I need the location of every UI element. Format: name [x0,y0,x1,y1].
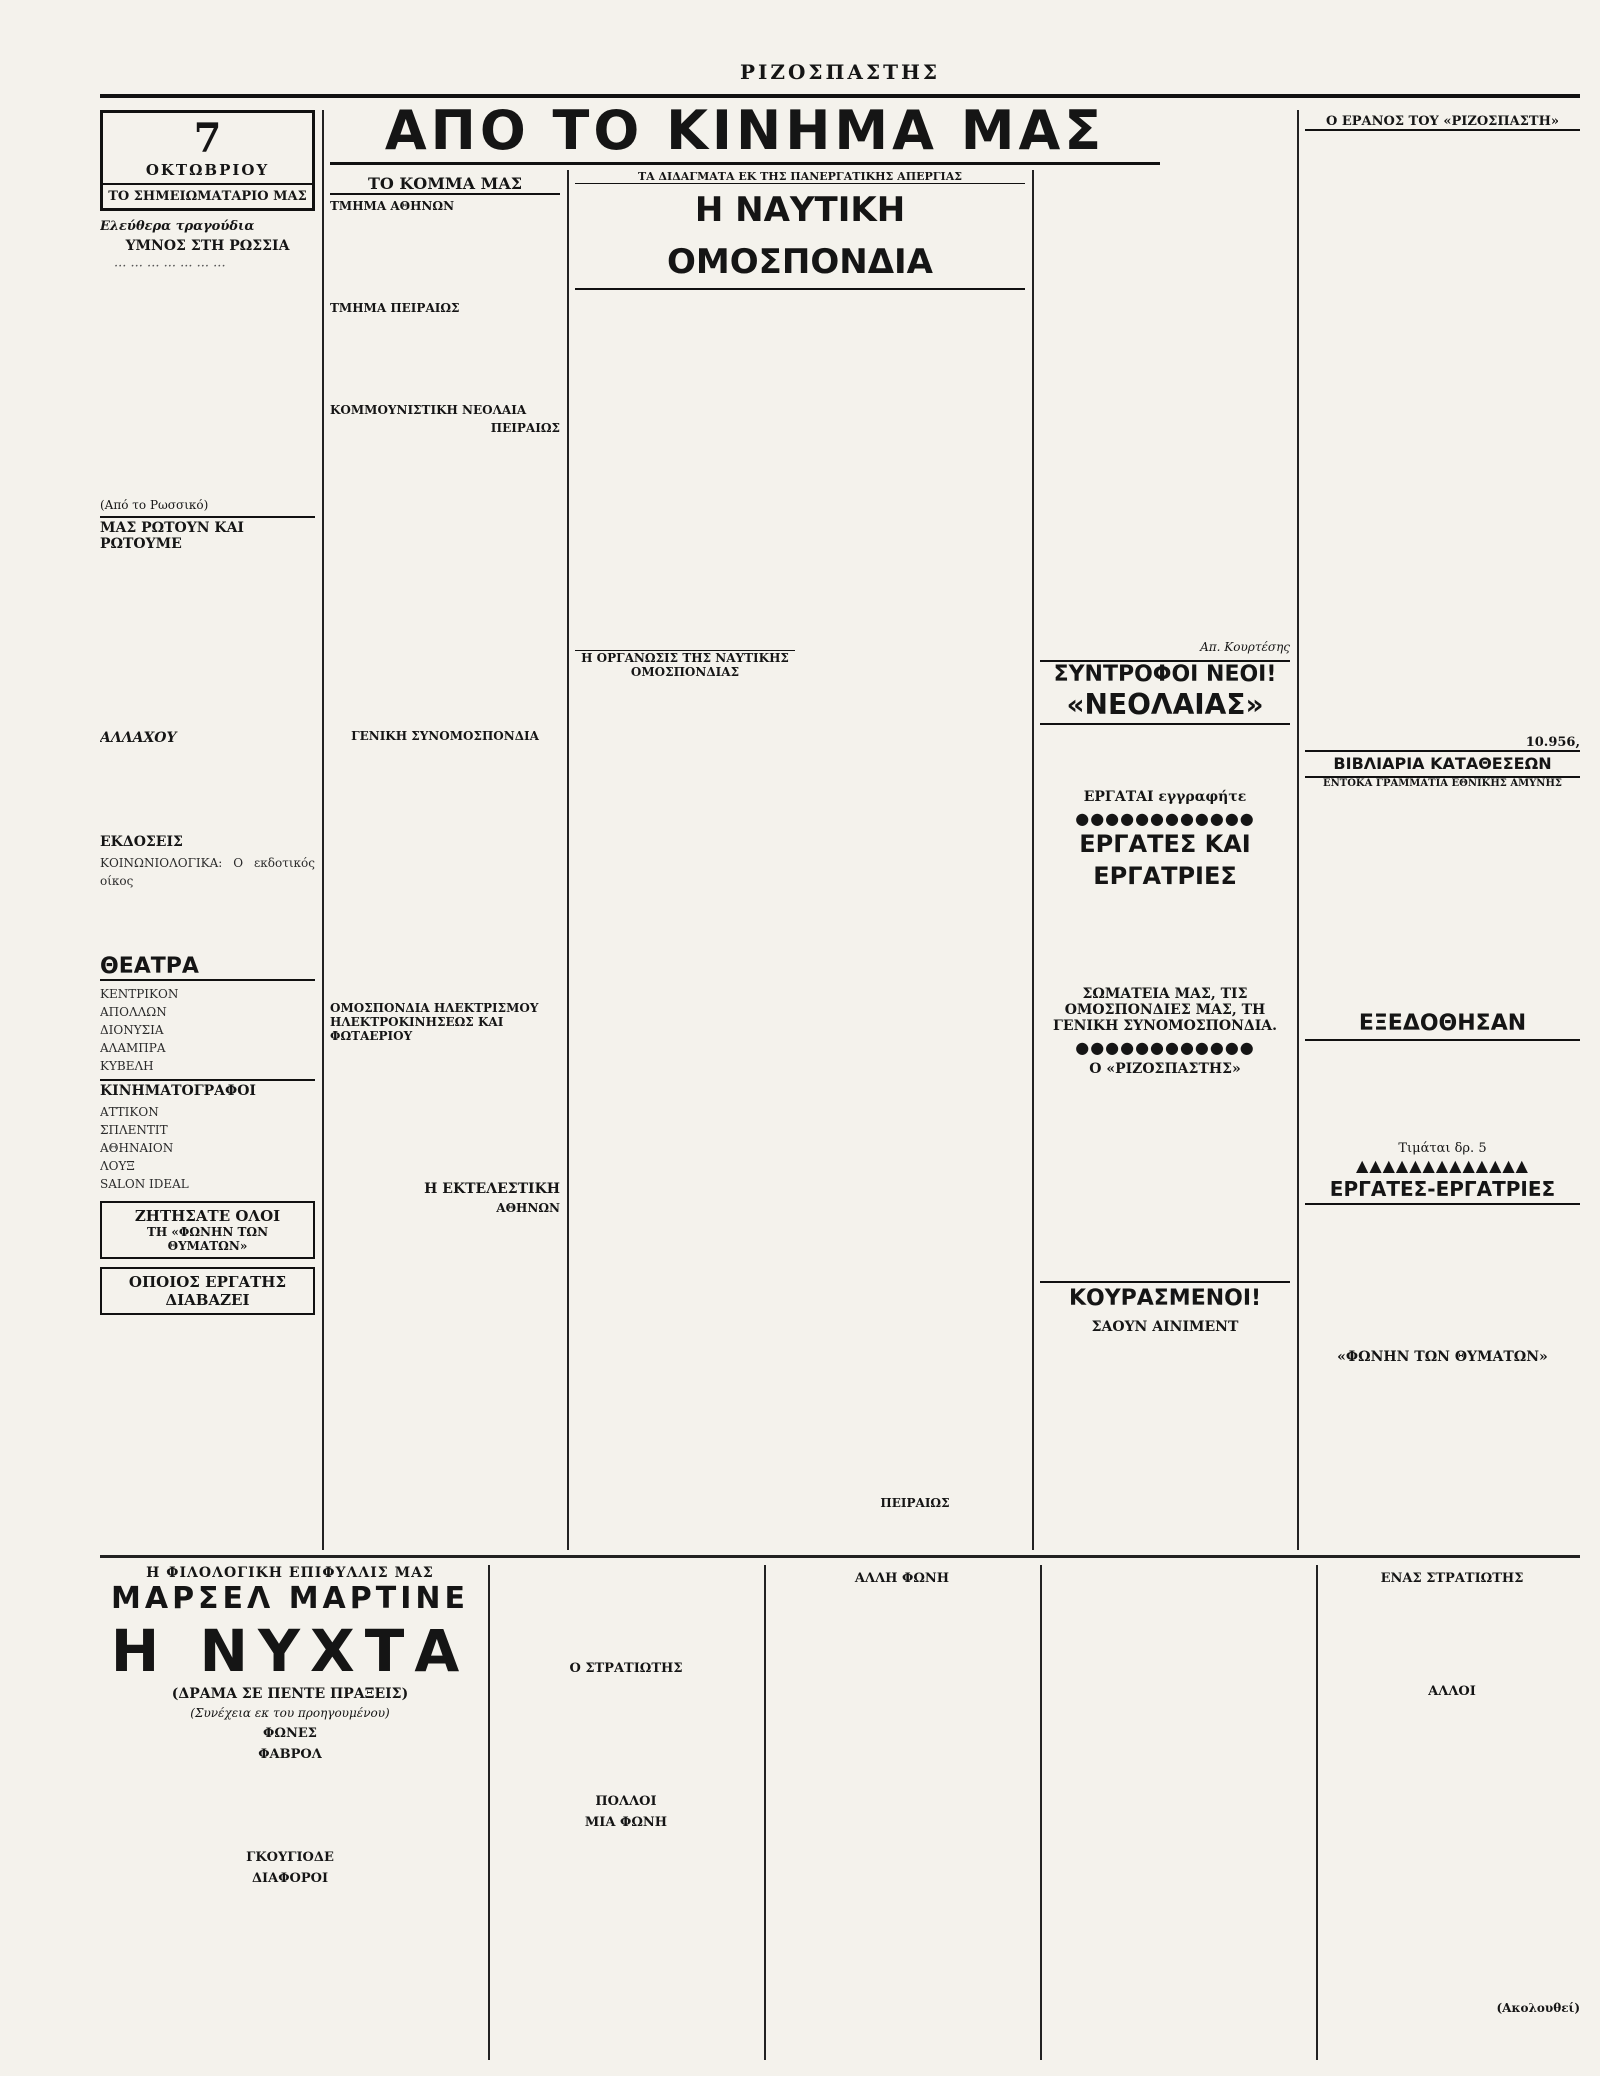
dialogue-text [496,1832,756,1952]
speaker: Ο ΣΤΡΑΤΙΩΤΗΣ [569,1661,683,1676]
poem-credit: (Από το Ρωσσικό) [100,498,209,512]
theatra-item: ΚΕΝΤΡΙΚΟΝ [100,987,179,1001]
genikh-head: ΓΕΝΙΚΗ ΣΥΝΟΜΟΣΠΟΝΔΙΑ [351,729,539,743]
nyxta-closing: (Ακολουθεί) [1496,2001,1580,2015]
nyxta-col-5 [1324,1565,1580,2060]
right-column [1305,110,1580,1550]
tmima-peiraios-body [330,319,560,399]
foni-text: ΤΗ «ΦΩΝΗΝ ΤΩΝ ΘΥΜΑΤΩΝ» [146,1225,269,1253]
column-rule [567,170,569,1550]
nyxta-title-col [100,1565,480,2060]
tmima-athinon-body [330,217,560,297]
notebook-title: ΤΟ ΣΗΜΕΙΩΜΑΤΑΡΙΟ ΜΑΣ [103,183,312,204]
continuation-text [1040,170,1290,640]
ergates-ergatries-title: ΕΡΓΑΤΕΣ-ΕΡΓΑΤΡΙΕΣ [1305,1175,1580,1205]
speaker: ΠΟΛΛΟΙ [595,1794,657,1809]
vivlia-head: ΒΙΒΛΙΑΡΙΑ ΚΑΤΑΘΕΣΕΩΝ [1305,750,1580,778]
nyxta-subtitle: (ΔΡΑΜΑ ΣΕ ΠΕΝΤΕ ΠΡΑΞΕΙΣ) [171,1686,409,1702]
speaker: ΓΚΟΥΓΙΟΔΕ [246,1850,334,1865]
middle-right-column [1040,170,1290,1550]
poem-title: ΥΜΝΟΣ ΣΤΗ ΡΩΣΣΙΑ [125,238,290,254]
nyxta-title: Η ΝΥΧΤΑ [110,1617,470,1685]
nautiki-col-b [805,296,1025,1543]
kinim-list [100,1103,315,1193]
dialogue-text [1324,1701,1580,2001]
ergates-title: ΕΡΓΑΤΕΣ ΚΑΙ ΕΡΓΑΤΡΙΕΣ [1079,830,1251,890]
tmima-peiraios: ΤΜΗΜΑ ΠΕΙΡΑΙΩΣ [330,301,460,315]
nyxta-kicker: Η ΦΙΛΟΛΟΓΙΚΗ ΕΠΙΦΥΛΛΙΣ ΜΑΣ [146,1565,434,1581]
ektelestiki: Η ΕΚΤΕΛΕΣΤΙΚΗ [424,1181,560,1197]
dot-band: ●●●●●●●●●●●● [1075,1038,1255,1057]
speaker: ΦΑΒΡΟΛ [258,1747,322,1762]
zitisate-text: ΖΗΤΗΣΑΤΕ ΟΛΟΙ [134,1207,281,1225]
syntrofoi-head: ΣΥΝΤΡΟΦΟΙ ΝΕΟΙ! [1040,660,1290,687]
rizospastis-band: Ο «ΡΙΖΟΣΠΑΣΤΗΣ» [1089,1061,1241,1077]
nyxta-col-3 [772,1565,1032,2060]
poem-kicker: Ελεύθερα τραγούδια [100,219,255,234]
dialogue-text [772,1588,1032,2028]
theatra-item: ΚΥΒΕΛΗ [100,1059,154,1073]
eranos-total: 10.956, [1525,735,1580,750]
column-rule [1032,170,1034,1550]
dialogue-text [100,1764,480,1844]
date-day: 7 [193,115,222,162]
speaker: ΕΝΑΣ ΣΤΡΑΤΙΩΤΗΣ [1380,1571,1524,1586]
neolaia-sub: ΠΕΙΡΑΙΩΣ [490,421,560,435]
nyxta-author: ΜΑΡΣΕΛ ΜΑΡΤΙΝΕ [111,1581,469,1616]
genikh-body [330,747,560,997]
omospondia-body [330,1047,560,1177]
kinim-item: ΑΘΗΝΑΙΟΝ [100,1141,174,1155]
nyxta-col-4 [1048,1565,1308,2060]
column-rule [764,1565,766,2060]
dot-band: ▲▲▲▲▲▲▲▲▲▲▲▲▲ [1356,1156,1529,1175]
ektelestiki-body [330,1215,560,1415]
nautiki-col-a [575,296,795,1543]
date-box [100,110,315,211]
exedothisan-head: ΕΞΕΔΟΘΗΣΑΝ [1305,1009,1580,1041]
allach-body [100,750,315,830]
column-rule [1297,110,1299,1550]
dialogue-text [496,1678,756,1788]
column-rule [322,110,324,1550]
komma-head: ΤΟ ΚΟΜΜΑ ΜΑΣ [330,174,560,195]
speaker: ΜΙΑ ΦΩΝΗ [584,1815,668,1830]
zitisate-box [100,1201,315,1259]
exedothisan-body [1305,1041,1580,1141]
nautiki-peiraios: ΠΕΙΡΑΙΩΣ [880,1496,950,1510]
kinim-item: SALON IDEAL [100,1177,189,1191]
date-month: ΟΚΤΩΒΡΙΟΥ [145,161,270,179]
nautiki-text-c [805,296,1025,1496]
nyxta-feuilleton [100,1565,1580,2060]
kinim-head: ΚΙΝΗΜΑΤΟΓΡΑΦΟΙ [100,1079,315,1099]
ergates-body [1040,892,1290,982]
opoios-box: ΟΠΟΙΟΣ ΕΡΓΑΤΗΣ ΔΙΑΒΑΖΕΙ [100,1267,315,1315]
dialogue-text [1324,1588,1580,1678]
nautiki-text-b [575,683,795,1543]
ektelestiki-sub: ΑΘΗΝΩΝ [496,1201,560,1215]
kourasmenoi-title: ΚΟΥΡΑΣΜΕΝΟΙ! [1040,1281,1290,1315]
theatra-list [100,985,315,1075]
nautiki-article [575,170,1025,1550]
speaker: ΑΛΛΟΙ [1428,1684,1476,1699]
timatai: Τιμάται δρ. 5 [1398,1141,1487,1156]
speaker: ΑΛΛΗ ΦΩΝΗ [854,1571,950,1586]
poem-body: ··· ··· ··· ··· ··· ··· ··· [114,259,226,274]
kinim-item: ΣΠΛΕΝΤΙΤ [100,1123,168,1137]
nautiki-subhead: Η ΟΡΓΑΝΩΣΙΣ ΤΗΣ ΝΑΥΤΙΚΗΣ ΟΜΟΣΠΟΝΔΙΑΣ [575,650,795,679]
ekdoseis-body: ΚΟΙΝΩΝΙΟΛΟΓΙΚΑ: Ο εκδοτικός οίκος [100,856,315,888]
theatra-head: ΘΕΑΤΡΑ [100,954,315,981]
left-column [100,110,315,1550]
komma-column [330,170,560,1550]
author-sign: Απ. Κουρτέσης [1200,640,1290,654]
saoun-text: ΣΑΟΥΝ ΑΙΝΙΜΕΝΤ [1091,1319,1239,1335]
dot-band: ●●●●●●●●●●●● [1075,809,1255,828]
newspaper-page [100,60,1580,2060]
eranos-list [1305,135,1580,735]
allach-head: ΑΛΛΑΧΟΥ [100,730,177,746]
nautiki-title: Η ΝΑΥΤΙΚΗ ΟΜΟΣΠΟΝΔΙΑ [575,184,1025,290]
theatra-item: ΑΠΟΛΛΩΝ [100,1005,167,1019]
vivlia-body [1305,789,1580,1009]
rizospastis-body [1040,1081,1290,1281]
column-rule [1316,1565,1318,2060]
section-banner: ΑΠΟ ΤΟ ΚΙΝΗΜΑ ΜΑΣ [330,100,1160,165]
ergatai-head: ΕΡΓΑΤΑΙ εγγραφήτε [1083,789,1247,805]
column-rule [1040,1565,1042,2060]
fold-rule [100,1555,1580,1558]
neolaias-body [1040,725,1290,785]
nautiki-columns [575,296,1025,1543]
nyxta-continued: (Συνέχεια εκ του προηγουμένου) [190,1706,390,1720]
dialogue-text [496,1565,756,1655]
nyxta-col-2 [496,1565,756,2060]
somateia-text: ΣΩΜΑΤΕΙΑ ΜΑΣ, ΤΙΣ ΟΜΟΣΠΟΝΔΙΕΣ ΜΑΣ, ΤΗ ΓΕΝΙΚΗ ΣΥΝΟΜΟΣΠΟΝΔΙΑ. [1052,986,1278,1034]
theatra-item: ΑΛΑΜΠΡΑ [100,1041,166,1055]
kinim-item: ΑΤΤΙΚΟΝ [100,1105,159,1119]
rotoun-head: ΜΑΣ ΡΩΤΟΥΝ ΚΑΙ ΡΩΤΟΥΜΕ [100,516,315,552]
theatra-item: ΔΙΟΝΥΣΙΑ [100,1023,164,1037]
ergates-ergatries-body [1305,1205,1580,1345]
omospondia-ilektr: ΟΜΟΣΠΟΝΔΙΑ ΗΛΕΚΤΡΙΣΜΟΥ ΗΛΕΚΤΡΟΚΙΝΗΣΕΩΣ ΚΑΙ ΦΩΤΑΕΡΙΟΥ [330,1001,539,1043]
tmima-athinon: ΤΜΗΜΑ ΑΘΗΝΩΝ [330,199,455,213]
nautiki-kicker: ΤΑ ΔΙΔΑΓΜΑΤΑ ΕΚ ΤΗΣ ΠΑΝΕΡΓΑΤΙΚΗΣ ΑΠΕΡΓΙΑΣ [575,170,1025,184]
foni-text: «ΦΩΝΗΝ ΤΩΝ ΘΥΜΑΤΩΝ» [1337,1349,1548,1365]
speaker: ΦΩΝΕΣ [263,1726,317,1741]
masthead: ΡΙΖΟΣΠΑΣΤΗΣ [100,60,1580,98]
column-rule [488,1565,490,2060]
vivlia-sub: ΕΝΤΟΚΑ ΓΡΑΜΜΑΤΙΑ ΕΘΝΙΚΗΣ ΑΜΥΝΗΣ [1323,778,1562,789]
rotoun-body [100,556,315,726]
neolaia-head: ΚΟΜΜΟΥΝΙΣΤΙΚΗ ΝΕΟΛΑΙΑ [330,403,527,417]
neolaia-body [330,435,560,725]
neolaias-title: «ΝΕΟΛΑΙΑΣ» [1040,687,1290,725]
kinim-item: ΛΟΥΞ [100,1159,135,1173]
ekdoseis-head: ΕΚΔΟΣΕΙΣ [100,834,183,850]
nautiki-text-a [575,296,795,646]
eranos-head: Ο ΕΡΑΝΟΣ ΤΟΥ «ΡΙΖΟΣΠΑΣΤΗ» [1305,114,1580,131]
dialogue-text [1048,1565,1308,2045]
speaker: ΔΙΑΦΟΡΟΙ [251,1871,329,1886]
